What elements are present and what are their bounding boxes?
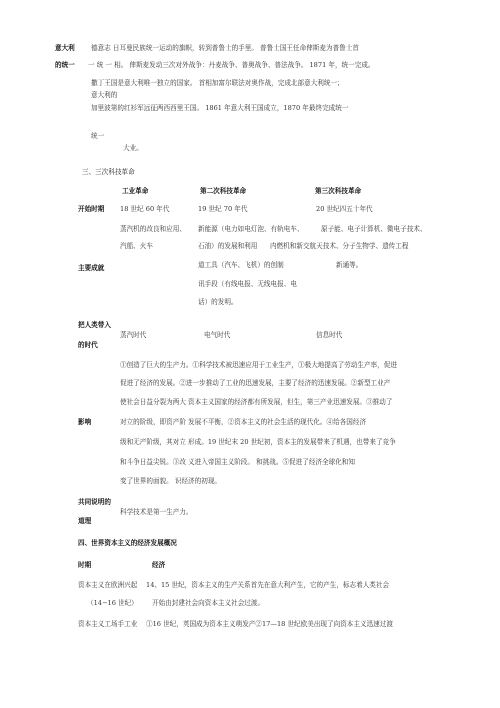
row-label: 的时代 (78, 341, 98, 349)
row-label: 资本主义在欧洲兴起 (78, 581, 138, 589)
cell: 原子能、电子计算机、微电子技术、 (321, 225, 427, 233)
row-label: 资本主义工场手工业 (78, 620, 138, 628)
cell: 电气时代 (204, 331, 231, 339)
text-line: 一 统 一 相。 俾斯麦发动三次对外战争：丹麦战争、普奥战争、普法战争。 1871 年，统一完成。 (88, 61, 375, 69)
cell: 科学技术是第一生产力。 (120, 508, 193, 516)
col-header: 工业革命 (122, 187, 149, 195)
cell: 新能源（电力如电灯泡、有轨电车、 (198, 225, 304, 233)
col-header: 时期 (78, 561, 92, 569)
text-line: 意大利的 (91, 91, 118, 99)
cell: 新通等。 (336, 261, 363, 269)
col-header: 第三次科技革命 (315, 187, 362, 195)
text-line: 大业。 (123, 144, 143, 152)
cell: 道工具（汽车、飞机）的创制 (198, 261, 284, 269)
col-header: 经济 (152, 561, 166, 569)
row-label: 道理 (78, 517, 92, 525)
text-line: 使社会日益分裂为两大 资本主义国家的经济都有所发展，但生，第三产业迅速发展。③推动了 (120, 398, 393, 406)
label-italy: 意大利 (55, 44, 75, 52)
cell: 19 世纪 70 年代 (198, 205, 248, 213)
text-line: 和斗争日益尖锐。③改 义进入帝国主义阶段。 和挑战。⑤促进了经济全球化和知 (120, 458, 355, 466)
cell: 石油）的发展和利用 (198, 242, 258, 250)
cell: 蒸汽机的改良和应用、 (120, 225, 186, 233)
row-label: 影响 (78, 418, 92, 426)
row-label: （14−16 世纪） (87, 599, 138, 607)
text-line: ①16 世纪，英国成为资本主义萌发产②17—18 世纪欧美出现了向资本主义迅速过渡 (146, 620, 393, 628)
section-heading: 四、世界资本主义的经济发展概况 (78, 539, 177, 547)
row-label: 主要成就 (78, 264, 105, 272)
cell: 蒸汽时代 (120, 331, 147, 339)
cell: 讯手段（有线电报、无线电报、电 (198, 280, 297, 288)
text-line: 级和无产阶级，其对立 形成。19 世纪末 20 世纪初，资本主的发展带来了机遇，也带来了竞争 (120, 438, 396, 446)
row-label: 开始时期 (78, 205, 105, 213)
cell: 内燃机和新交航天技术、分子生物学、遗传工程 (270, 242, 409, 250)
cell: 18 世纪 60 年代 (120, 205, 170, 213)
section-heading: 三、三次科技革命 (82, 168, 135, 176)
col-header: 第二次科技革命 (200, 187, 247, 195)
cell: 20 世纪四五十年代 (316, 205, 373, 213)
text-line: 加里波第的红衫军远征两西西里王国。 1861 年意大利王国成立，1870 年最终完成统一 (91, 104, 349, 112)
row-label: 把人类带入 (78, 321, 111, 329)
text-line: 德意志 日耳曼民族统一运动的旗帜，转到普鲁士的手里。 普鲁士国王任命俾斯麦为普鲁士首 (91, 44, 359, 52)
text-line: 对立的阶级，即资产阶 发展不平衡，②资本主义的社会生活的现代化。④给各国经济 (120, 418, 367, 426)
cell: 汽船、火车 (120, 242, 153, 250)
text-line: 开始由封建社会向资本主义社会过渡。 (152, 599, 265, 607)
text-line: 统一 (91, 132, 105, 140)
text-line: ①创造了巨大的生产力。①科学技术被迅速应用于工业生产，①极大地提高了劳动生产率，促进 (120, 361, 397, 369)
text-line: 14、15 世纪，资本主义的生产关系首先在意大利产生，它的产生，标志着人类社会 (146, 581, 390, 589)
row-label: 共同说明的 (78, 498, 111, 506)
text-line: 撒丁王国是意大利唯一独立的国家。 首相加富尔联法对奥作战，完成北部意大利统一； (91, 79, 344, 87)
label-unification: 的统一 (55, 61, 75, 69)
cell: 话）的发明。 (198, 298, 238, 306)
text-line: 促进了经济的发展。②进一步推动了工业的迅速发展，主要了经济的迅速发展。②新型工业产 (120, 379, 391, 387)
cell: 信息时代 (316, 331, 343, 339)
text-line: 变了世界的面貌。 识经济的初现。 (120, 477, 222, 485)
